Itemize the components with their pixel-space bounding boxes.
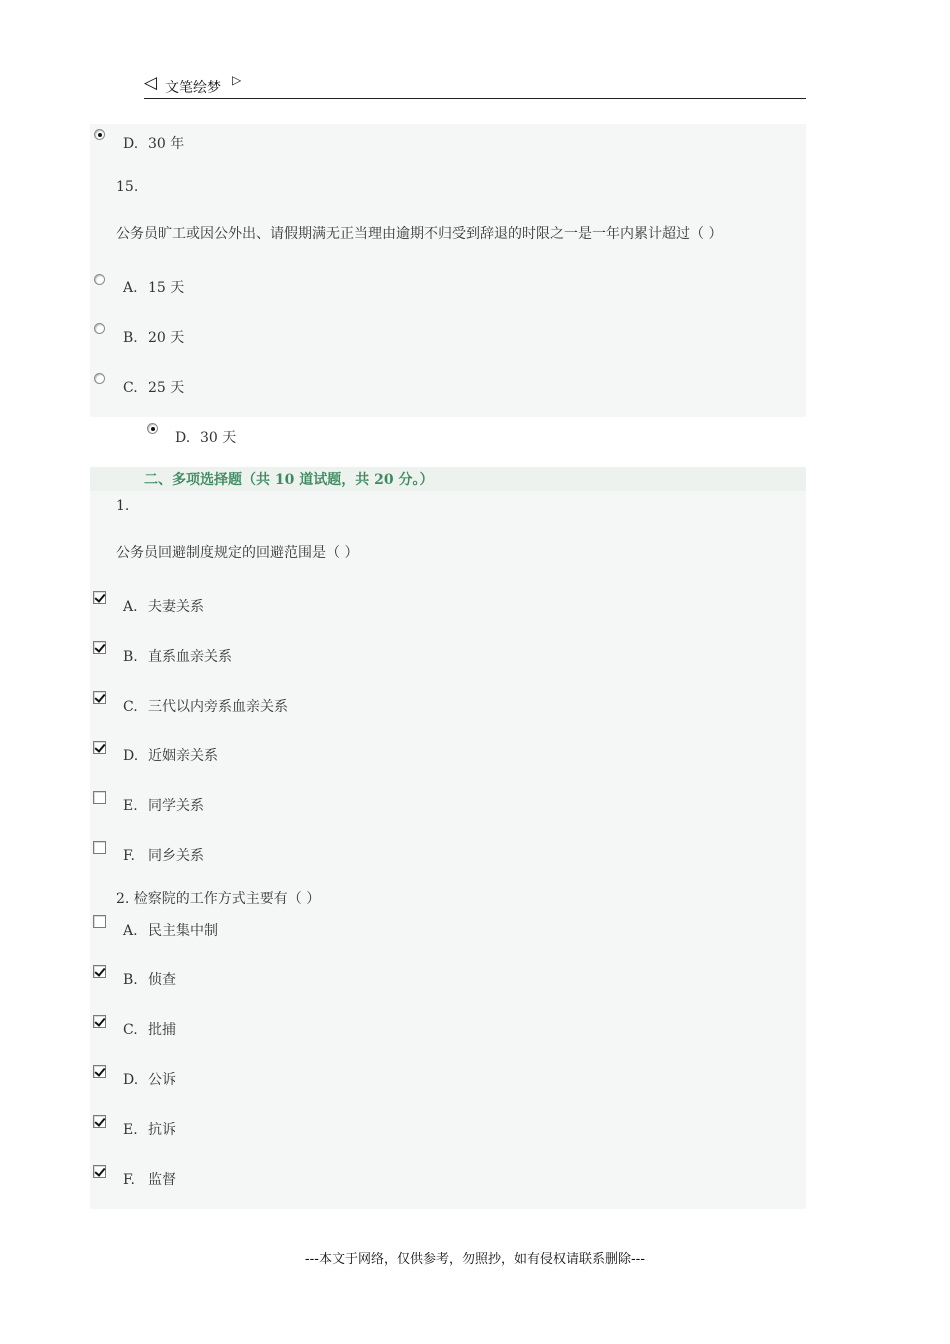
question-stem: 2. 检察院的工作方式主要有（ ） <box>116 891 321 907</box>
option-text: 直系血亲关系 <box>148 649 232 665</box>
option-letter: C. <box>123 380 138 396</box>
option-text: 同乡关系 <box>148 848 204 864</box>
checkbox[interactable] <box>93 915 106 928</box>
checkbox[interactable] <box>93 741 106 754</box>
checkbox[interactable] <box>93 841 106 854</box>
option-text: 20 天 <box>148 330 185 346</box>
radio-button[interactable] <box>147 423 158 434</box>
option-text: 15 天 <box>148 280 185 296</box>
option-letter: A. <box>123 599 138 615</box>
footer-disclaimer: ---本文于网络，仅供参考，勿照抄，如有侵权请联系删除--- <box>304 1252 646 1267</box>
option-letter: A. <box>123 280 138 296</box>
option-text: 监督 <box>148 1172 176 1188</box>
radio-button[interactable] <box>94 129 105 140</box>
question-stem: 公务员回避制度规定的回避范围是（ ） <box>116 545 359 561</box>
radio-button[interactable] <box>94 323 105 334</box>
option-text: 民主集中制 <box>148 923 218 939</box>
question-number: 15. <box>116 179 139 195</box>
section-title: 二、多项选择题（共 10 道试题，共 20 分。） <box>144 472 434 488</box>
option-letter: E. <box>123 798 138 814</box>
option-letter: F. <box>123 848 135 864</box>
option-letter: A. <box>123 923 138 939</box>
checkbox[interactable] <box>93 1115 106 1128</box>
option-letter: F. <box>123 1172 135 1188</box>
radio-button[interactable] <box>94 373 105 384</box>
checkbox[interactable] <box>93 641 106 654</box>
option-text: 批捕 <box>148 1022 176 1038</box>
option-letter: B. <box>123 972 138 988</box>
option-letter: D. <box>123 748 139 764</box>
checkbox[interactable] <box>93 1015 106 1028</box>
option-letter: C. <box>123 1022 138 1038</box>
option-text: 30 年 <box>148 136 185 152</box>
question-stem: 公务员旷工或因公外出、请假期满无正当理由逾期不归受到辞退的时限之一是一年内累计超过（ ） <box>116 226 723 242</box>
checkbox[interactable] <box>93 791 106 804</box>
page-header <box>144 72 806 99</box>
question-panel-single-choice <box>90 124 806 417</box>
header-title: 文笔绘梦 <box>165 80 221 96</box>
option-text: 同学关系 <box>148 798 204 814</box>
option-letter: D. <box>123 1072 139 1088</box>
option-letter: C. <box>123 699 138 715</box>
checkbox[interactable] <box>93 591 106 604</box>
checkbox[interactable] <box>93 965 106 978</box>
option-letter: B. <box>123 649 138 665</box>
option-text: 三代以内旁系血亲关系 <box>148 699 288 715</box>
option-text: 侦查 <box>148 972 176 988</box>
option-letter: D. <box>175 430 191 446</box>
option-text: 公诉 <box>148 1072 176 1088</box>
right-triangle-icon: ▷ <box>232 73 242 87</box>
option-text: 30 天 <box>200 430 237 446</box>
checkbox[interactable] <box>93 691 106 704</box>
option-letter: B. <box>123 330 138 346</box>
option-letter: E. <box>123 1122 138 1138</box>
left-triangle-icon: ◁ <box>144 73 158 93</box>
option-text: 近姻亲关系 <box>148 748 218 764</box>
question-number: 1. <box>116 498 130 514</box>
option-text: 夫妻关系 <box>148 599 204 615</box>
radio-button[interactable] <box>94 274 105 285</box>
checkbox[interactable] <box>93 1165 106 1178</box>
option-text: 抗诉 <box>148 1122 176 1138</box>
checkbox[interactable] <box>93 1065 106 1078</box>
option-text: 25 天 <box>148 380 185 396</box>
option-letter: D. <box>123 136 139 152</box>
